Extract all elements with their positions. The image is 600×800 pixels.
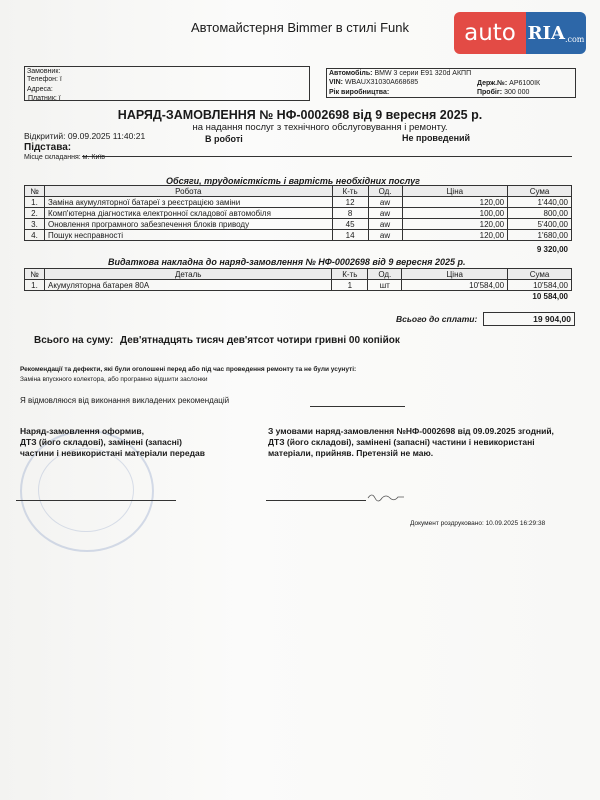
- col-part: Деталь: [44, 269, 331, 280]
- col-qty: К-ть: [332, 186, 368, 197]
- logo-ria: RIA: [527, 22, 565, 44]
- logo-com: .com: [564, 34, 585, 44]
- car-model: BMW 3 серии E91 320d АКПП: [374, 70, 472, 77]
- cell: 1: [332, 280, 368, 291]
- sig-left-2: ДТЗ (його складові), замінені (запасні): [20, 437, 182, 447]
- car-mileage-label: Пробіг:: [477, 89, 503, 96]
- cell: aw: [368, 208, 402, 219]
- sig-left-1: Наряд-замовлення оформив,: [20, 426, 144, 436]
- printed-date: Документ роздруковано: 10.09.2025 16:29:38: [410, 520, 546, 527]
- cell: 8: [332, 208, 368, 219]
- cell: 1.: [25, 280, 45, 291]
- works-total: 9 320,00: [536, 245, 568, 254]
- stamp-inner: [38, 448, 134, 532]
- cell: Пошук несправності: [44, 230, 332, 241]
- company-name: Автомайстерня Bimmer в стилі Funk: [191, 20, 409, 35]
- cell: 800,00: [508, 208, 572, 219]
- basis-label: Підстава:: [24, 142, 72, 153]
- cell: 1'680,00: [508, 230, 572, 241]
- col-sum: Сума: [508, 269, 572, 280]
- col-price: Ціна: [402, 186, 508, 197]
- works-title: Обсяги, трудомісткість і вартість необхідних послуг: [166, 176, 420, 186]
- col-qty: К-ть: [332, 269, 368, 280]
- payer-label: Платник: ї: [28, 95, 61, 102]
- car-year-label: Рік виробництва:: [329, 89, 390, 96]
- table-row: [25, 230, 572, 241]
- parts-header-row: [25, 269, 572, 280]
- col-unit: Од.: [368, 186, 402, 197]
- col-num: №: [25, 269, 45, 280]
- cell: 120,00: [402, 219, 508, 230]
- basis-line: [82, 156, 572, 157]
- sig-right-1: З умовами наряд-замовлення №НФ-0002698 від 09.09.2025 згодний,: [268, 426, 554, 436]
- cell: 10'584,00: [508, 280, 572, 291]
- cell: 1.: [25, 197, 45, 208]
- cell: 100,00: [402, 208, 508, 219]
- refuse-signature-line: [310, 406, 405, 407]
- col-work: Робота: [44, 186, 332, 197]
- parts-table: [24, 268, 572, 291]
- cell: 5'400,00: [508, 219, 572, 230]
- cell: 12: [332, 197, 368, 208]
- col-num: №: [25, 186, 45, 197]
- cell: aw: [368, 219, 402, 230]
- cell: Комп'ютерна діагностика електронної складової автомобіля: [44, 208, 332, 219]
- recommendations-text: Заміна впускного колектора, або програмно відшити заслонки: [20, 376, 208, 383]
- cell: 1'440,00: [508, 197, 572, 208]
- left-signature-line: [16, 500, 176, 501]
- cell: 14: [332, 230, 368, 241]
- payment-label: Всього до сплати:: [396, 314, 478, 324]
- table-row: [25, 208, 572, 219]
- car-plate: АР6100ІК: [509, 80, 541, 87]
- col-sum: Сума: [508, 186, 572, 197]
- sum-words: Дев'ятнадцять тисяч дев'ятсот чотири гривні 00 копійок: [120, 335, 400, 346]
- works-header-row: [25, 186, 572, 197]
- table-row: [25, 197, 572, 208]
- col-unit: Од.: [368, 269, 402, 280]
- sig-left-3: частини і невикористані матеріали передав: [20, 448, 205, 458]
- cell: 120,00: [402, 230, 508, 241]
- cell: 120,00: [402, 197, 508, 208]
- parts-title: Видаткова накладна до наряд-замовлення № НФ-0002698 від 9 вересня 2025 р.: [108, 257, 466, 267]
- cell: 2.: [25, 208, 45, 219]
- status-in-work: В роботі: [205, 134, 243, 144]
- car-auto-label: Автомобіль:: [329, 70, 373, 77]
- address-label: Адреса:: [27, 86, 53, 93]
- payment-value: 19 904,00: [533, 314, 571, 324]
- cell: 45: [332, 219, 368, 230]
- car-plate-label: Держ.№:: [477, 80, 508, 87]
- table-row: [25, 280, 572, 291]
- logo-auto-text: auto: [454, 12, 526, 54]
- cell: Акумуляторна батарея 80А: [44, 280, 331, 291]
- handwritten-signature: [366, 490, 406, 502]
- cell: 4.: [25, 230, 45, 241]
- car-vin-label: VIN:: [329, 79, 343, 86]
- car-vin: WBAUX31030A668685: [344, 79, 419, 86]
- opened-date: Відкритий: 09.09.2025 11:40:21: [24, 131, 146, 141]
- order-title: НАРЯД-ЗАМОВЛЕННЯ № НФ-0002698 від 9 вересня 2025 р.: [117, 108, 483, 122]
- place-label: Місце складання: м. Київ: [24, 154, 106, 161]
- cell: 10'584,00: [402, 280, 508, 291]
- sig-right-2: ДТЗ (його складові), замінені (запасні) частини і невикористані: [268, 437, 535, 447]
- cell: Оновлення програмного забезпечення блоків приводу: [44, 219, 332, 230]
- cell: 3.: [25, 219, 45, 230]
- right-signature-line: [266, 500, 366, 501]
- status-not-posted: Не проведений: [402, 133, 471, 143]
- parts-total: 10 584,00: [532, 292, 568, 301]
- refuse-text: Я відмовляюся від виконання викладених рекомендацій: [20, 396, 230, 405]
- sig-right-3: матеріали, прийняв. Претензій не маю.: [268, 448, 434, 458]
- phone-label: Телефон: ї: [27, 76, 62, 83]
- works-table: [24, 185, 572, 241]
- cell: aw: [368, 230, 402, 241]
- car-mileage: 300 000: [504, 89, 530, 96]
- table-row: [25, 219, 572, 230]
- client-box: [24, 66, 310, 101]
- recommendations-title: Рекомендації та дефекти, які були оголошені перед або під час проведення ремонту та не були усунуті:: [20, 366, 357, 373]
- payment-box: [483, 312, 575, 326]
- cell: aw: [368, 197, 402, 208]
- col-price: Ціна: [402, 269, 508, 280]
- cell: шт: [368, 280, 402, 291]
- order-subtitle: на надання послуг з технічного обслуговування і ремонту.: [192, 122, 448, 133]
- sum-label: Всього на суму:: [34, 335, 114, 346]
- cell: Заміна акумуляторної батареї з реєстрацією заміни: [44, 197, 332, 208]
- car-box: [326, 68, 576, 98]
- customer-label: Замовник:: [27, 68, 61, 75]
